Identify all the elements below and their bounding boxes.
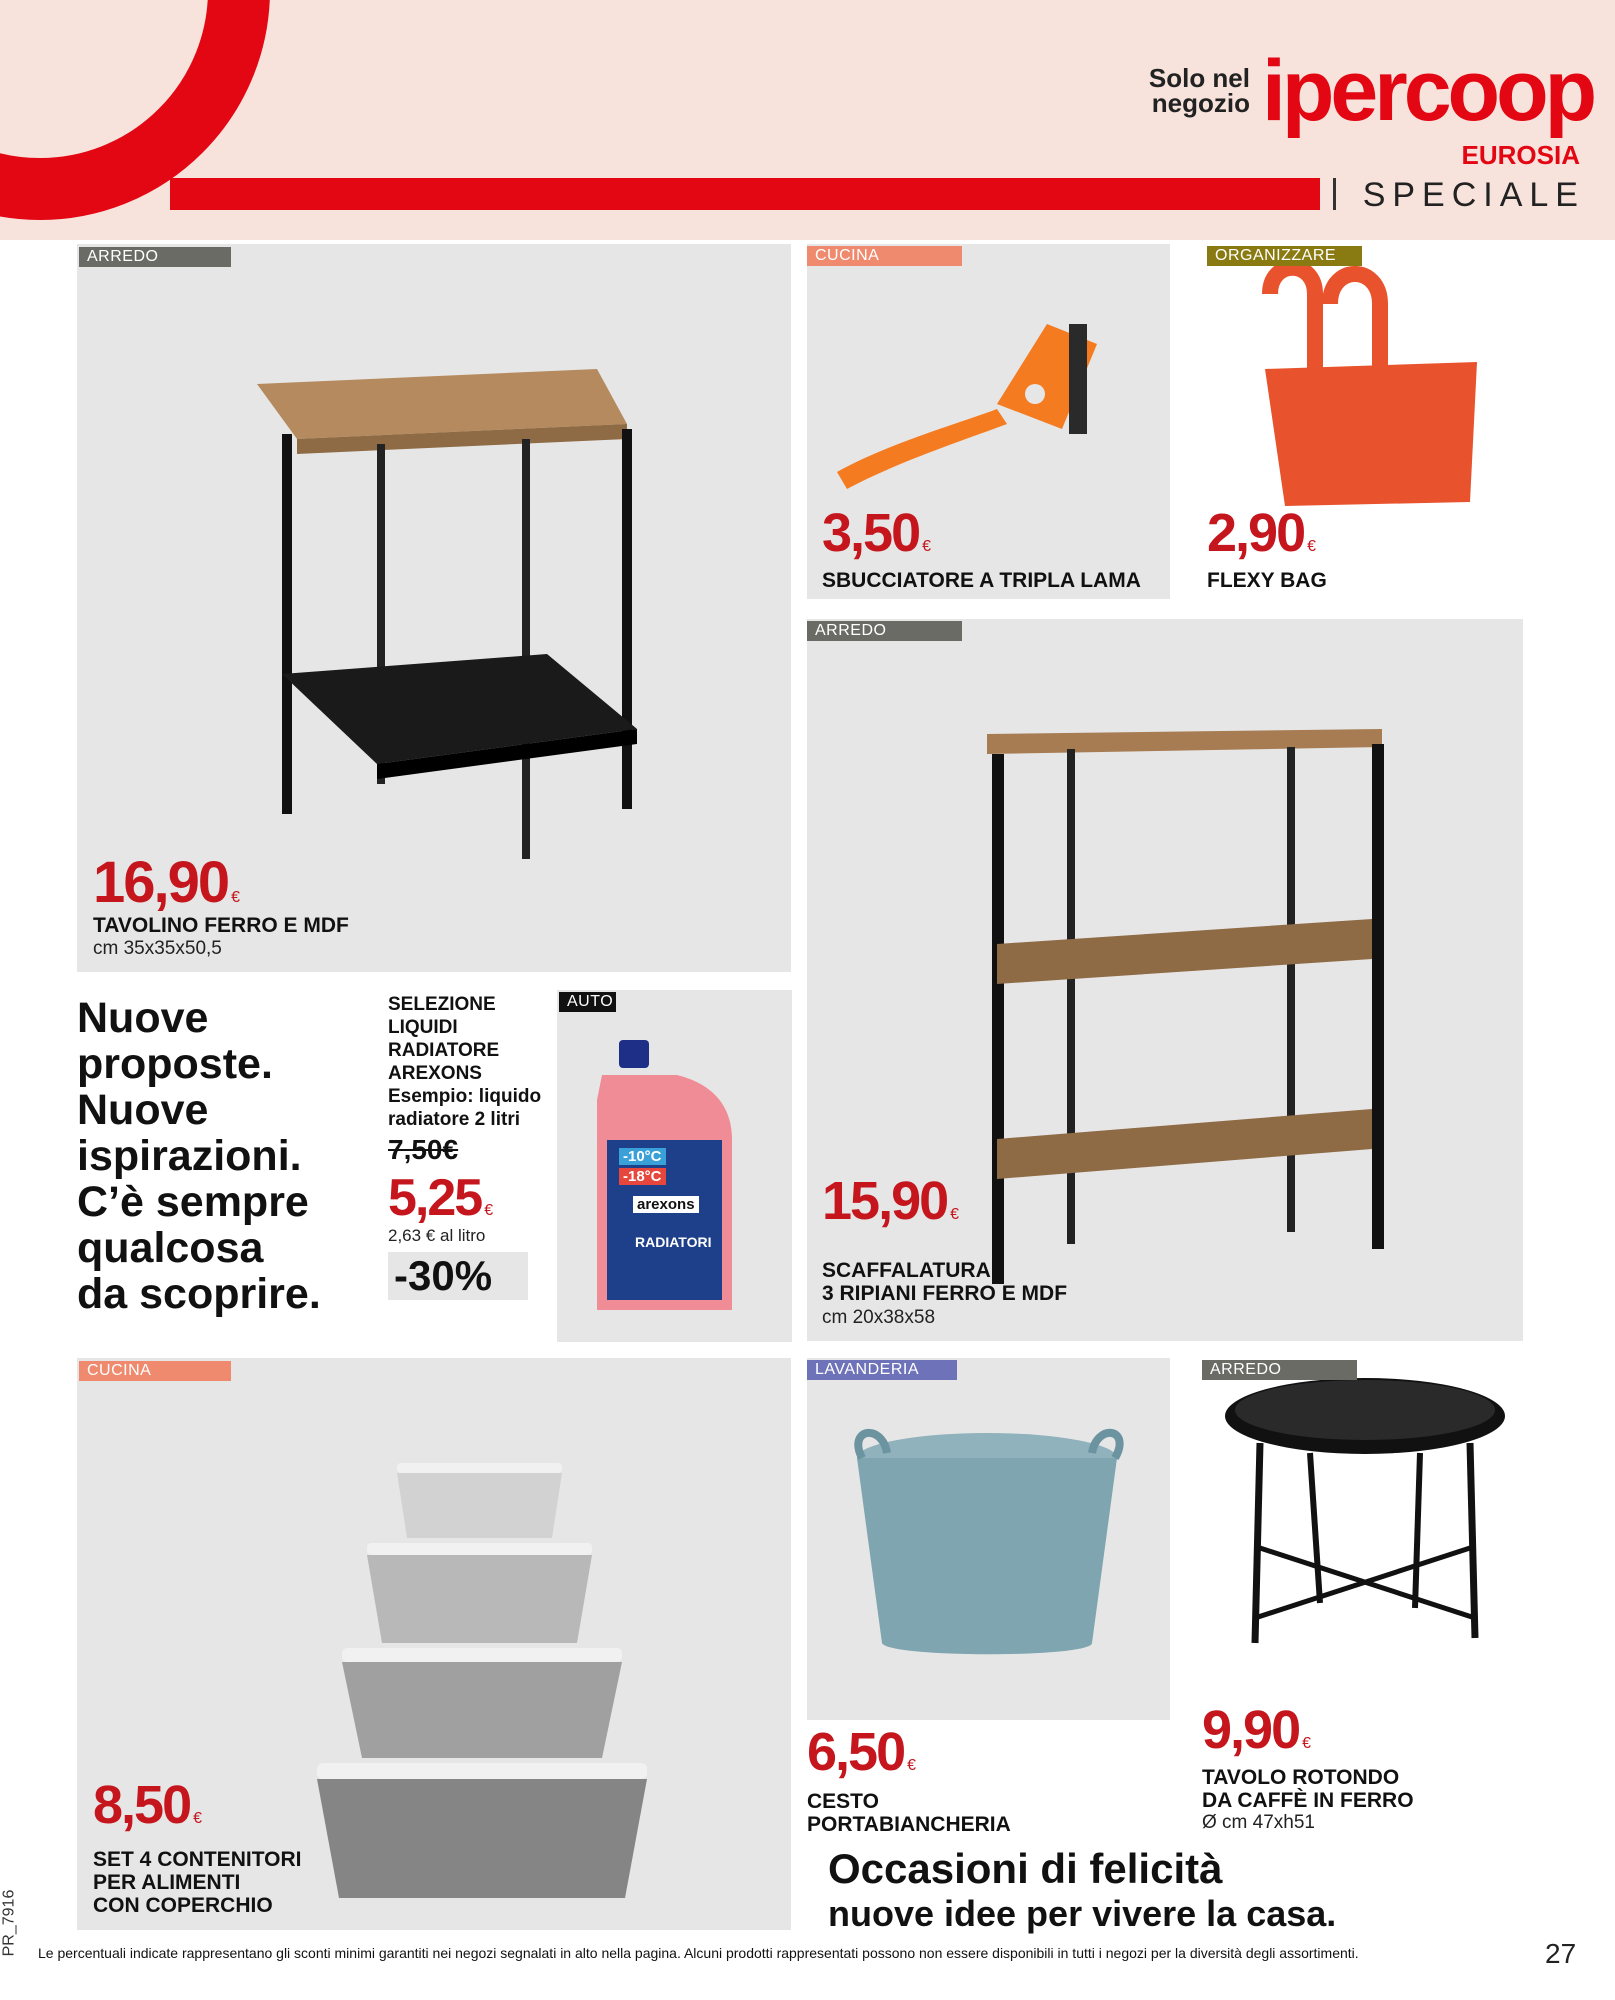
category-tag: AUTO: [559, 992, 616, 1012]
header-divider: [1333, 178, 1336, 210]
product-name-cesto: CESTO PORTABIANCHERIA: [807, 1790, 1011, 1836]
product-panel-tavolo-rotondo[interactable]: [1200, 1358, 1530, 1858]
product-panel-sbucciatore[interactable]: [807, 244, 1170, 599]
ipercoop-logo[interactable]: ipercoop: [1262, 43, 1594, 139]
product-panel-contenitori[interactable]: [77, 1358, 791, 1930]
product-name: SET 4 CONTENITORI PER ALIMENTI CON COPERCHIO: [93, 1848, 302, 1917]
tagline-title: Occasioni di felicità: [828, 1845, 1223, 1892]
price: 16,90 €: [93, 850, 241, 915]
price: 8,50 €: [93, 1775, 203, 1835]
category-tag: CUCINA: [807, 246, 962, 266]
header-band: [0, 0, 1615, 240]
flexy-bag-image: [1195, 244, 1525, 544]
page-number: 27: [1545, 1938, 1577, 1969]
food-containers-image: [77, 1358, 791, 1930]
old-price: 7,50€: [388, 1134, 459, 1165]
unit-price: 2,63 € al litro: [388, 1226, 486, 1245]
store-name: EUROSIA: [1461, 140, 1580, 170]
discount-badge: -30%: [388, 1252, 528, 1300]
product-panel-liquidi[interactable]: [557, 990, 792, 1342]
slogan: Nuove proposte. Nuove ispirazioni. C’è sempre qualcosa da scoprire.: [77, 994, 321, 1318]
tagline-subtitle: nuove idee per vivere la casa.: [828, 1893, 1337, 1934]
bottle-label-temp: -10°C: [619, 1148, 666, 1165]
page-code: PR_7916: [0, 1889, 18, 1957]
bottle-label-brand: arexons: [633, 1196, 699, 1213]
product-dimensions: cm 20x38x58: [822, 1307, 936, 1328]
bottle-label-product: RADIATORI: [635, 1234, 712, 1250]
price: 15,90 €: [822, 1171, 960, 1231]
price: 9,90 €: [1202, 1700, 1312, 1760]
solo-nel-negozio-label: Solo nel negozio: [1148, 63, 1250, 118]
radiator-fluid-bottle-image: [557, 990, 792, 1342]
product-panel-flexy[interactable]: [1195, 244, 1525, 599]
product-name: TAVOLO ROTONDO DA CAFFÈ IN FERRO: [1202, 1766, 1414, 1812]
product-name: FLEXY BAG: [1207, 569, 1327, 592]
category-tag: ARREDO: [79, 247, 231, 267]
product-name: SCAFFALATURA 3 RIPIANI FERRO E MDF: [822, 1259, 1068, 1305]
price-cesto: 6,50 €: [807, 1722, 917, 1782]
section-title: SPECIALE: [1362, 176, 1585, 214]
product-dimensions: cm 35x35x50,5: [93, 938, 222, 959]
category-tag: ORGANIZZARE: [1207, 246, 1362, 266]
price: 3,50 €: [822, 503, 932, 563]
price: 2,90 €: [1207, 503, 1317, 563]
header-red-bar: [170, 178, 1320, 210]
bottle-label-temp-2: -18°C: [619, 1168, 666, 1185]
product-dimensions: Ø cm 47xh51: [1202, 1812, 1315, 1833]
price: 5,25 €: [388, 1169, 494, 1227]
category-tag: ARREDO: [807, 621, 962, 641]
promo-title: SELEZIONE LIQUIDI RADIATORE AREXONS Esempio: liquido radiatore 2 litri: [388, 994, 542, 1130]
round-coffee-table-image: [1200, 1358, 1530, 1658]
disclaimer: Le percentuali indicate rappresentano gli sconti minimi garantiti nei negozi segnalati in alto nella pagina. Alcuni prodotti rappresentati possono non essere disponibili in tutti i negozi per la diversità degli assortimenti.: [38, 1945, 1359, 1961]
laundry-basket-image: [807, 1358, 1170, 1720]
product-name: TAVOLINO FERRO E MDF: [93, 914, 349, 937]
product-panel-cesto[interactable]: [807, 1358, 1170, 1720]
product-name: SBUCCIATORE A TRIPLA LAMA: [822, 569, 1141, 592]
category-tag: ARREDO: [1202, 1360, 1357, 1380]
category-tag: LAVANDERIA: [807, 1360, 957, 1380]
product-panel-tavolino[interactable]: [77, 244, 791, 972]
product-panel-scaffalatura[interactable]: [807, 619, 1523, 1341]
shelf-unit-image: [807, 619, 1523, 1341]
category-tag: CUCINA: [79, 1361, 231, 1381]
